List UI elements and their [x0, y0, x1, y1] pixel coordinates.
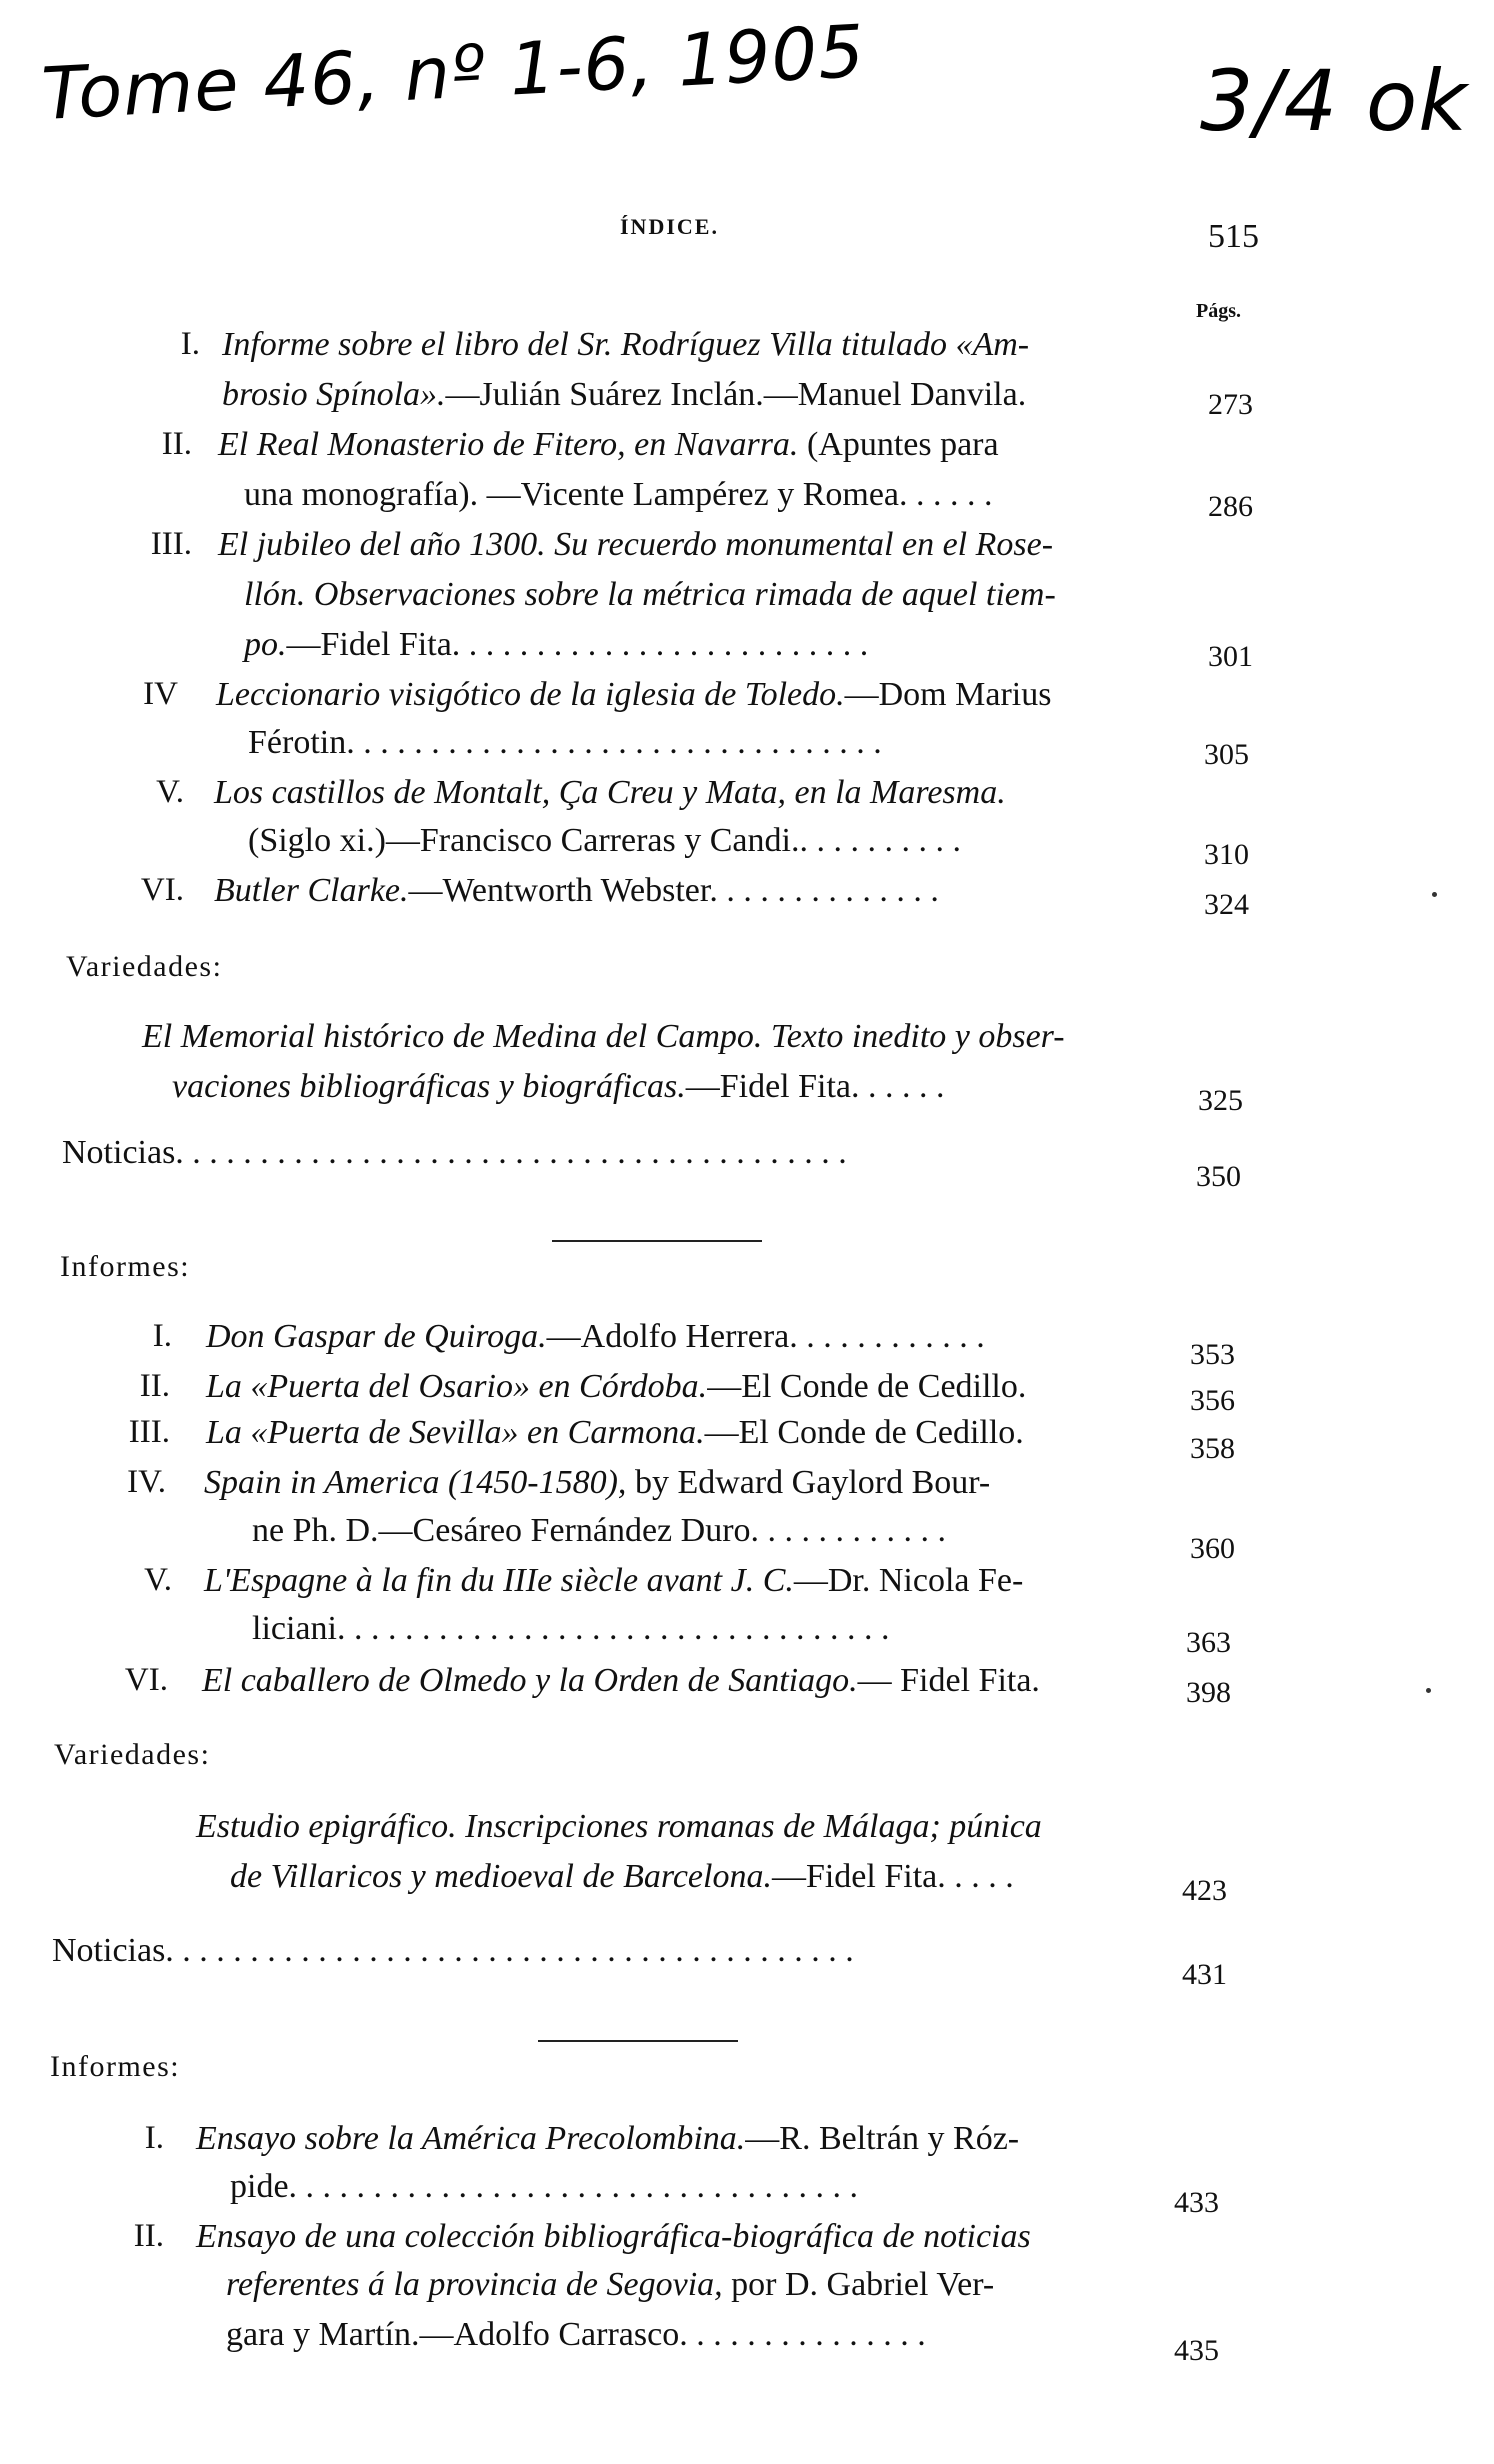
entry-line [226, 2316, 926, 2354]
entry-author: por D. Gabriel Ver- [722, 2266, 995, 2303]
entry-page: 431 [1182, 1958, 1227, 1991]
section-divider [552, 1240, 762, 1242]
entry-title: Los castillos de Montalt, Ça Creu y Mata, en la Maresma. [214, 774, 1006, 811]
entry-line [244, 626, 868, 664]
section-heading-informes: Informes: [50, 2050, 181, 2083]
entry-number: II. [161, 426, 192, 462]
entry-author: gara y Martín.—Adolfo Carrasco. . . . . . . . . . . . . . . [226, 2316, 926, 2353]
entry-page: 353 [1190, 1338, 1235, 1371]
entry-page: 310 [1204, 838, 1249, 871]
entry-author: —El Conde de Cedillo. [707, 1368, 1027, 1405]
entry-author: —Fidel Fita. . . . . . . . . . . . . . . . . . . . . . . . . [286, 626, 869, 663]
entry-number: V. [156, 774, 184, 810]
entry-number: IV [143, 676, 178, 712]
entry-line [196, 2120, 1019, 2158]
entry-title: vaciones bibliográficas y biográficas. [172, 1068, 686, 1105]
entry-author: liciani. . . . . . . . . . . . . . . . . . . . . . . . . . . . . . . . . [252, 1610, 890, 1647]
entry-page: 325 [1198, 1084, 1243, 1117]
entry-page: 360 [1190, 1532, 1235, 1565]
entry-title: referentes á la provincia de Segovia, [226, 2266, 723, 2303]
entry-number: III. [128, 1414, 170, 1450]
handwritten-check-note: 3/4 ok [1200, 52, 1468, 150]
entry-line [222, 376, 1026, 414]
entry-title: L'Espagne à la fin du IIIe siècle avant J. C. [204, 1562, 794, 1599]
entry-title: El jubileo del año 1300. Su recuerdo monumental en el Rose- [218, 526, 1054, 563]
entry-author: — Fidel Fita. [857, 1662, 1040, 1699]
entry-page: 286 [1208, 490, 1253, 523]
entry-title: La «Puerta del Osario» en Córdoba. [206, 1368, 708, 1405]
entry-line [214, 872, 939, 910]
entry-page: 363 [1186, 1626, 1231, 1659]
entry-author: —Dom Marius [844, 676, 1052, 713]
variedades-line [142, 1018, 1065, 1056]
entry-title: Informe sobre el libro del Sr. Rodríguez Villa titulado «Am- [222, 326, 1030, 363]
entry-title: La «Puerta de Sevilla» en Carmona. [206, 1414, 705, 1451]
entry-line [230, 2168, 858, 2206]
noticias-line: Noticias. . . . . . . . . . . . . . . . . . . . . . . . . . . . . . . . . . . . . . . . [62, 1134, 847, 1171]
section-divider [538, 2040, 738, 2042]
entry-author: by Edward Gaylord Bour- [626, 1464, 991, 1501]
entry-title: Spain in America (1450-1580), [204, 1464, 627, 1501]
entry-page: 423 [1182, 1874, 1227, 1907]
entry-author: —Fidel Fita. . . . . [771, 1858, 1014, 1895]
entry-line [204, 1464, 990, 1502]
variedades-line [230, 1858, 1014, 1896]
entry-line [226, 2266, 994, 2304]
entry-line [206, 1318, 985, 1356]
entry-number: VI. [124, 1662, 168, 1698]
entry-page: 350 [1196, 1160, 1241, 1193]
scan-speck [1432, 892, 1437, 897]
entry-line [206, 1368, 1026, 1406]
entry-line [218, 526, 1053, 564]
section-heading-variedades: Variedades: [66, 950, 223, 983]
entry-number: V. [144, 1562, 172, 1598]
entry-page: 324 [1204, 888, 1249, 921]
entry-number: II. [133, 2218, 164, 2254]
entry-line [244, 476, 993, 514]
entry-number: I. [180, 326, 200, 362]
entry-title: Leccionario visigótico de la iglesia de Toledo. [216, 676, 845, 713]
entry-title: Ensayo de una colección bibliográfica-biográfica de noticias [196, 2218, 1031, 2255]
entry-line [202, 1662, 1040, 1700]
entry-line [248, 724, 882, 762]
entry-line [252, 1512, 946, 1550]
entry-author: ne Ph. D.—Cesáreo Fernández Duro. . . . . . . . . . . . [252, 1512, 947, 1549]
entry-author: Férotin. . . . . . . . . . . . . . . . . . . . . . . . . . . . . . . . [248, 724, 882, 761]
entry-number: II. [139, 1368, 170, 1404]
entry-title: brosio Spínola». [222, 376, 446, 413]
entry-title: Estudio epigráfico. Inscripciones romanas de Málaga; púnica [196, 1808, 1042, 1845]
entry-author: (Siglo xi.)—Francisco Carreras y Candi.. . . . . . . . . . [248, 822, 961, 859]
entry-author: —Dr. Nicola Fe- [793, 1562, 1024, 1599]
entry-title: Don Gaspar de Quiroga. [206, 1318, 547, 1355]
entry-line [244, 576, 1056, 614]
entry-author: —El Conde de Cedillo. [704, 1414, 1024, 1451]
entry-author: —Julián Suárez Inclán.—Manuel Danvila. [445, 376, 1027, 413]
entry-page: 305 [1204, 738, 1249, 771]
noticias-line: Noticias. . . . . . . . . . . . . . . . . . . . . . . . . . . . . . . . . . . . . . . . . [52, 1932, 854, 1969]
entry-author: (Apuntes para [798, 426, 999, 463]
entry-title: El Real Monasterio de Fitero, en Navarra. [218, 426, 799, 463]
variedades-line [196, 1808, 1042, 1846]
entry-page: 433 [1174, 2186, 1219, 2219]
entry-page: 358 [1190, 1432, 1235, 1465]
entry-page: 356 [1190, 1384, 1235, 1417]
entry-number: VI. [140, 872, 184, 908]
entry-author: —Fidel Fita. . . . . . [685, 1068, 945, 1105]
entry-number: IV. [127, 1464, 166, 1500]
entry-title: po. [244, 626, 287, 663]
page-number: 515 [1208, 218, 1259, 255]
entry-line [216, 676, 1051, 714]
entry-number: I. [152, 1318, 172, 1354]
entry-author: pide. . . . . . . . . . . . . . . . . . . . . . . . . . . . . . . . . . [230, 2168, 859, 2205]
entry-author: —R. Beltrán y Róz- [745, 2120, 1020, 2157]
entry-title: de Villaricos y medioeval de Barcelona. [230, 1858, 772, 1895]
entry-number: III. [150, 526, 192, 562]
entry-line [252, 1610, 889, 1648]
entry-title: El caballero de Olmedo y la Orden de Santiago. [202, 1662, 858, 1699]
entry-title: Ensayo sobre la América Precolombina. [196, 2120, 746, 2157]
entry-number: I. [144, 2120, 164, 2156]
entry-line [196, 2218, 1031, 2256]
entry-title: Butler Clarke. [214, 872, 409, 909]
entry-line [204, 1562, 1023, 1600]
section-heading-variedades: Variedades: [54, 1738, 211, 1771]
entry-page: 435 [1174, 2334, 1219, 2367]
entry-author: una monografía). —Vicente Lampérez y Romea. . . . . . [244, 476, 993, 513]
entry-page: 273 [1208, 388, 1253, 421]
entry-line [214, 774, 1006, 812]
entry-line [248, 822, 961, 860]
entry-page: 398 [1186, 1676, 1231, 1709]
variedades-line [172, 1068, 945, 1106]
entry-title: llón. Observaciones sobre la métrica rimada de aquel tiem- [244, 576, 1056, 613]
handwritten-volume-note: Tome 46, nº 1-6, 1905 [39, 8, 867, 136]
pags-column-label: Págs. [1196, 300, 1241, 322]
entry-author: —Wentworth Webster. . . . . . . . . . . . . . [408, 872, 939, 909]
entry-page: 301 [1208, 640, 1253, 673]
entry-title: El Memorial histórico de Medina del Campo. Texto inedito y obser- [142, 1018, 1065, 1055]
scan-speck [1426, 1688, 1431, 1693]
entry-author: —Adolfo Herrera. . . . . . . . . . . . [546, 1318, 985, 1355]
entry-line [218, 426, 999, 464]
page-title: ÍNDICE. [620, 214, 719, 239]
section-heading-informes: Informes: [60, 1250, 191, 1283]
entry-line [206, 1414, 1024, 1452]
entry-line [222, 326, 1029, 364]
